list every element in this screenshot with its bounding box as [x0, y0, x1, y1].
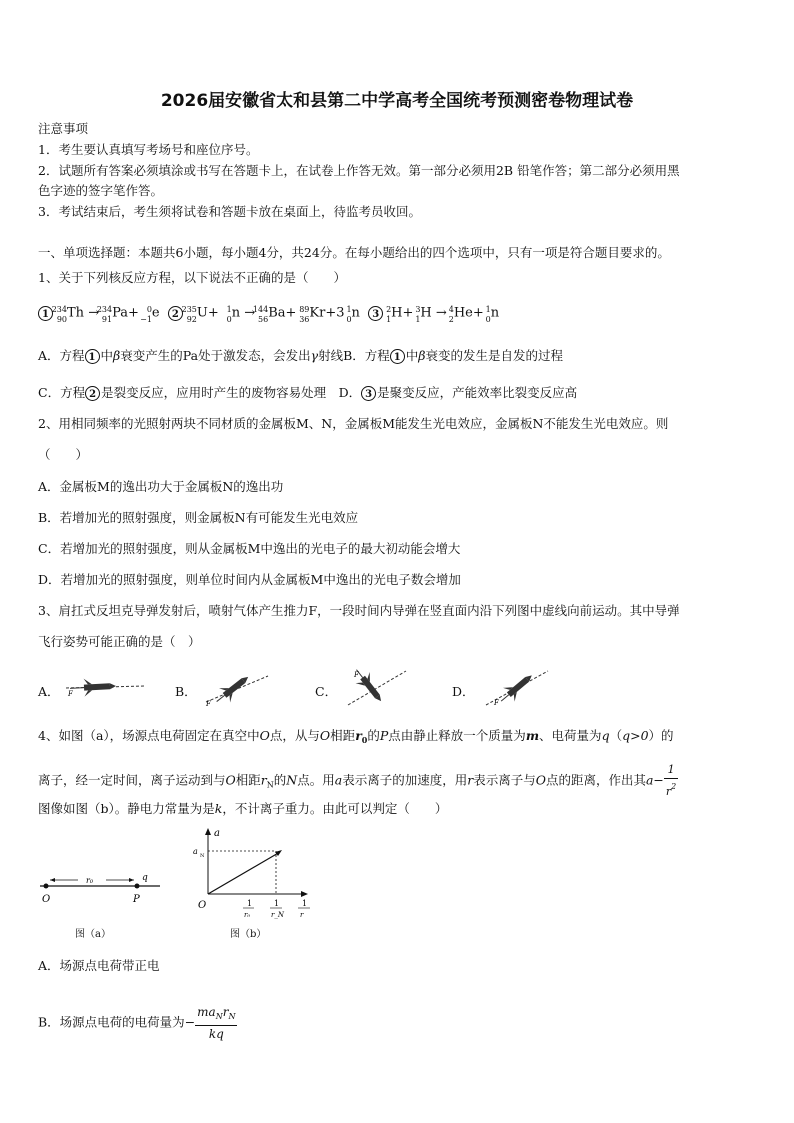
svg-text:F: F: [68, 690, 73, 698]
notes-item-3: 3．考试结束后，考生须将试卷和答题卡放在桌面上，待监考员收回。: [38, 204, 421, 219]
svg-text:1: 1: [247, 899, 253, 908]
svg-text:F: F: [354, 671, 359, 679]
svg-text:r₀: r₀: [244, 911, 251, 919]
svg-text:q: q: [142, 873, 148, 883]
svg-text:F: F: [494, 699, 499, 707]
missile-figure-c: [340, 665, 412, 709]
svg-text:F: F: [206, 700, 211, 708]
svg-text:r_N: r_N: [271, 911, 284, 919]
figure-b-caption: 图（b）: [230, 929, 267, 940]
svg-text:r₀: r₀: [86, 876, 94, 885]
svg-text:P: P: [133, 894, 140, 905]
q1-stem: 1、关于下列核反应方程，以下说法不正确的是（ ）: [38, 270, 346, 285]
q3-option-b-label: B．: [175, 684, 197, 699]
section-heading: 一、单项选择题：本题共6小题，每小题4分，共24分。在每小题给出的四个选项中，只有一项是符合题目要求的。: [38, 245, 670, 260]
q3-option-d-label: D．: [452, 684, 475, 699]
figure-a-caption: 图（a）: [75, 929, 111, 940]
q1-option-c-d: C．方程 2 是裂变反应，应用时产生的废物容易处理 D． 3 是聚变反应，产能效率比裂变反应高: [38, 385, 578, 400]
q4-line-1: 4、如图（a），场源点电荷固定在真空中O点，从与O相距$r_0$的P点由静止释放一个质量为m、电荷量为q（q>0）的: [38, 728, 674, 745]
arrow-icon: →: [435, 305, 447, 321]
svg-text:a: a: [214, 828, 220, 839]
q2-stem: 2、用相同频率的光照射两块不同材质的金属板M、N，金属板M能发生光电效应，金属板N不能发生光电效应。则: [38, 416, 669, 431]
q4-option-a: A．场源点电荷带正电: [38, 958, 160, 973]
notes-heading: 注意事项: [38, 121, 89, 136]
arrow-icon: →: [88, 305, 100, 321]
q2-option-c: C．若增加光的照射强度，则从金属板M中逸出的光电子的最大初动能会增大: [38, 541, 461, 556]
q3-option-c-label: C．: [315, 684, 338, 699]
svg-text:1: 1: [302, 899, 308, 908]
svg-text:1: 1: [274, 899, 280, 908]
q3-option-a-label: A．: [38, 684, 60, 699]
svg-text:O: O: [198, 900, 207, 911]
svg-text:a: a: [193, 847, 198, 856]
isotope-label: 234 90: [51, 305, 67, 324]
q2-option-a: A．金属板M的逸出功大于金属板N的逸出功: [38, 479, 284, 494]
q3-stem-1: 3、肩扛式反坦克导弹发射后，喷射气体产生推力F，一段时间内导弹在竖直面内沿下列图中虚线向前运动。其中导弹: [38, 603, 680, 618]
notes-item-1: 1．考生要认真填写考场号和座位序号。: [38, 142, 259, 157]
figure-b-graph: [188, 826, 318, 926]
circled-2: 2: [168, 306, 183, 321]
missile-figure-d: [478, 665, 552, 709]
svg-text:r: r: [300, 911, 304, 919]
q3-stem-2: 飞行姿势可能正确的是（ ）: [38, 634, 201, 649]
missile-figure-b: [200, 668, 272, 708]
q1-option-a-b: A．方程 1 中β衰变产生的Pa处于激发态，会发出γ射线B．方程 1 中β衰变的发生是自发的过程: [38, 348, 564, 363]
svg-text:O: O: [42, 894, 51, 905]
missile-figure-a: [64, 672, 146, 702]
q4-line-3: 图像如图（b）。静电力常量为是k，不计离子重力。由此可以判定（ ）: [38, 801, 448, 816]
circled-3: 3: [368, 306, 383, 321]
figure-a-diagram: [36, 866, 166, 906]
q2-option-d: D．若增加光的照射强度，则单位时间内从金属板M中逸出的光电子数会增加: [38, 572, 461, 587]
q4-option-b: B．场源点电荷的电荷量为− $\frac{ma_Nr_N}{kq}$: [38, 1005, 236, 1041]
q2-paren: （ ）: [38, 447, 89, 462]
q1-equations: 1 234 90 Th → 234 91 Pa+ 0 −1 e 2 235 92 U+ 1 0 n → 144 56 Ba+ 89 36 Kr+3 1 0 n 3 2 1 H+ 3 1 H → 4 2 He+ 1 0 n: [38, 305, 499, 322]
notes-item-2: 2．试题所有答案必须填涂或书写在答题卡上，在试卷上作答无效。第一部分必须用2B 铅笔作答；第二部分必须用黑: [38, 163, 680, 178]
notes-item-2-cont: 色字迹的签字笔作答。: [38, 183, 164, 198]
q4-line-2: 离子，经一定时间，离子运动到与O相距$r_N$的N点。用a表示离子的加速度，用r表示离子与O点的距离，作出其a− $\frac{1}{r^2}$: [38, 763, 677, 798]
svg-text:N: N: [200, 853, 205, 859]
q2-option-b: B．若增加光的照射强度，则金属板N有可能发生光电效应: [38, 510, 359, 525]
circled-1: 1: [38, 306, 53, 321]
exam-title: 2026届安徽省太和县第二中学高考全国统考预测密卷物理试卷: [160, 91, 634, 111]
arrow-icon: →: [244, 305, 256, 321]
